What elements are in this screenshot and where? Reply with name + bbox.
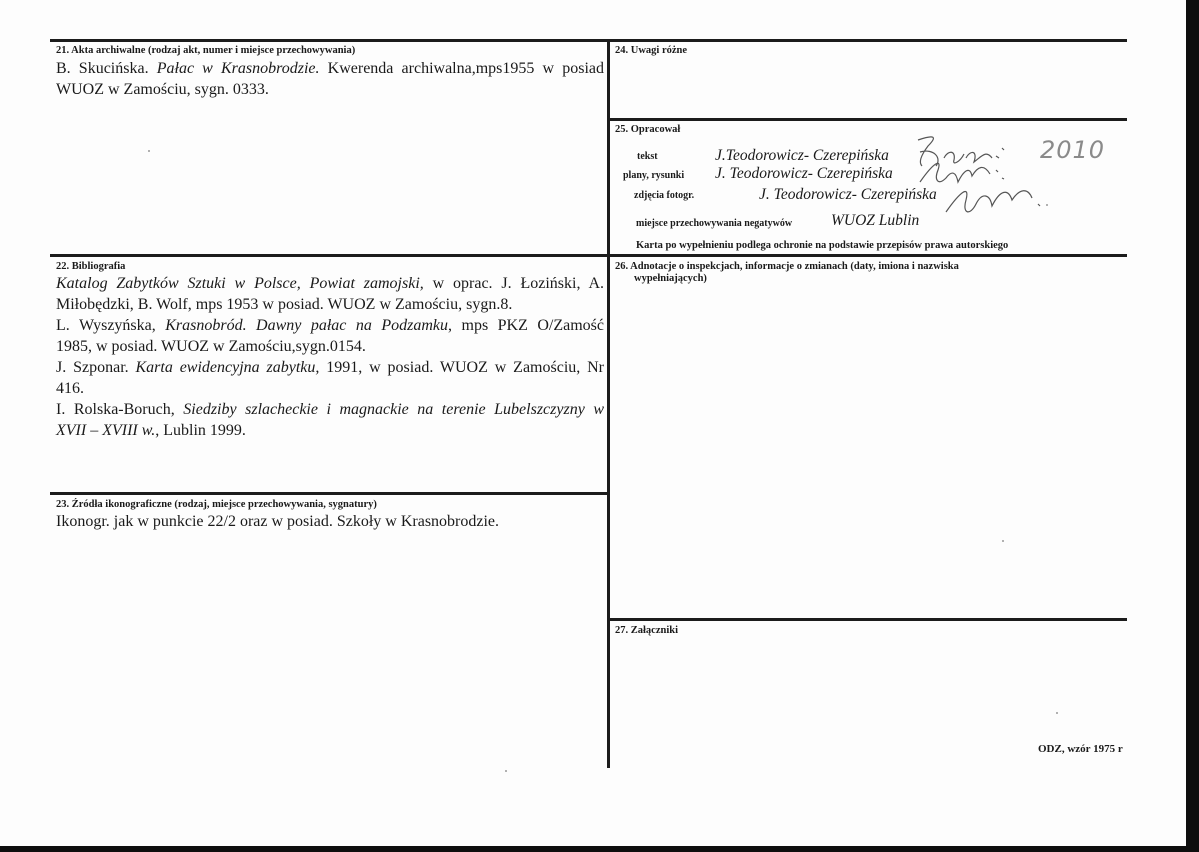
scan-speck [1002, 540, 1004, 542]
scan-edge-bottom [0, 846, 1199, 852]
tekst-value: J.Teodorowicz- Czerepińska [715, 147, 889, 164]
field27-header: 27. Załączniki [615, 625, 679, 636]
field23-text: Ikonogr. jak w punkcie 22/2 oraz w posiad. Szkoły w Krasnobrodzie. [56, 513, 500, 530]
bib-entry-2-line2: 1985, w posiad. WUOZ w Zamościu,sygn.0154. [56, 338, 366, 355]
field21-text [56, 58, 604, 100]
negatywy-label: miejsce przechowywania negatywów [636, 218, 793, 229]
bib-entry-2-line1 [56, 315, 604, 336]
field23-header: 23. Źródła ikonograficzne (rodzaj, miejsce przechowywania, sygnatury) [56, 499, 377, 510]
field21-line2: WUOZ w Zamościu, sygn. 0333. [56, 81, 269, 98]
center-divider [607, 39, 610, 768]
divider-26-27 [607, 618, 1127, 621]
bib-entry-4-author: I. Rolska-Boruch, [56, 401, 184, 418]
field21-title: Pałac w Krasnobrodzie. [156, 60, 320, 77]
bib-entry-4-line1 [56, 399, 604, 420]
handwritten-year: 2010 [1040, 136, 1106, 164]
divider-22-23 [50, 492, 610, 495]
bib-entry-1-rest: w oprac. J. Łoziński, A. [423, 275, 604, 292]
bib-entry-1-title: Katalog Zabytków Sztuki w Polsce, Powiat zamojski, [56, 275, 424, 292]
copyright-note: Karta po wypełnieniu podlega ochronie na podstawie przepisów prawa autorskiego [636, 240, 1009, 251]
plany-label: plany, rysunki [623, 170, 685, 181]
field26-header-line2: wypełniających) [634, 273, 707, 284]
scan-speck [1056, 712, 1058, 714]
bib-entry-2-title: Krasnobród. Dawny pałac na Podzamku [165, 317, 449, 334]
bib-entry-4-title2: XVII – XVIII w. [56, 422, 156, 439]
divider-24-25 [607, 118, 1127, 121]
bib-entry-2-rest: , mps PKZ O/Zamość [448, 317, 605, 334]
bib-entry-3-author: J. Szponar. [56, 359, 136, 376]
bib-entry-1-line1 [56, 273, 604, 294]
field21-author: B. Skucińska. [56, 60, 157, 77]
scan-edge-right [1186, 0, 1199, 852]
field21-line1 [56, 58, 604, 79]
field24-header: 24. Uwagi różne [615, 45, 688, 56]
scan-speck [505, 770, 507, 772]
field26-header-line1: 26. Adnotacje o inspekcjach, informacje o zmianach (daty, imiona i nazwiska [615, 261, 959, 272]
zdjecia-label: zdjęcia fotogr. [634, 190, 695, 201]
field21-header: 21. Akta archiwalne (rodzaj akt, numer i miejsce przechowywania) [56, 45, 356, 56]
bib-entry-4-rest: , Lublin 1999. [155, 422, 246, 439]
scan-speck [148, 150, 150, 152]
bib-entry-3-line2: 416. [56, 380, 84, 397]
signature-zdjecia [936, 176, 1056, 224]
bib-entry-3-rest: 1991, w posiad. WUOZ w Zamościu, Nr [319, 359, 605, 376]
plany-value: J. Teodorowicz- Czerepińska [715, 165, 893, 182]
field25-header: 25. Opracował [615, 124, 681, 135]
bib-entry-1-line2: Miłobędzki, B. Wolf, mps 1953 w posiad. WUOZ w Zamościu, sygn.8. [56, 296, 513, 313]
bib-entry-4-line2 [56, 420, 604, 441]
divider-21-22 [50, 254, 1127, 257]
zdjecia-value: J. Teodorowicz- Czerepińska [759, 186, 937, 203]
bib-entry-3-line1 [56, 357, 604, 378]
negatywy-value: WUOZ Lublin [831, 212, 920, 229]
field22-bibliography [56, 273, 604, 441]
form-model-label: ODZ, wzór 1975 r [1038, 743, 1123, 755]
top-border [50, 39, 1127, 42]
bib-entry-4-title: Siedziby szlacheckie i magnackie na terenie Lubelszczyzny w [183, 401, 605, 418]
field22-header: 22. Bibliografia [56, 261, 126, 272]
tekst-label: tekst [637, 151, 658, 162]
scan-speck [1046, 204, 1048, 206]
bib-entry-3-title: Karta ewidencyjna zabytku, [135, 359, 320, 376]
field21-desc: Kwerenda archiwalna,mps1955 w posiad [319, 60, 604, 77]
bib-entry-2-author: L. Wyszyńska, [56, 317, 166, 334]
